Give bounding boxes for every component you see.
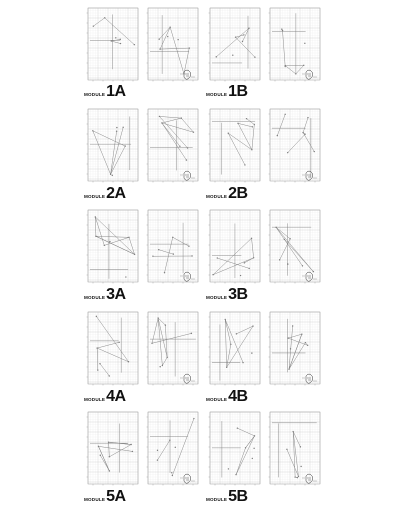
grid-lines xyxy=(148,109,198,181)
route-node xyxy=(298,476,299,477)
route-nodes xyxy=(225,319,254,368)
route-node xyxy=(99,363,100,364)
route-node xyxy=(252,126,253,127)
module-word: MODULE xyxy=(84,397,106,402)
grid-pattern-graphic xyxy=(88,8,138,80)
route-segment xyxy=(225,319,243,362)
route-node xyxy=(275,227,276,228)
route-node xyxy=(230,344,231,345)
module-id: 2A xyxy=(106,185,126,202)
route-node xyxy=(242,362,243,363)
route-lines xyxy=(90,424,132,473)
route-node xyxy=(287,152,288,153)
route-node xyxy=(97,369,98,370)
route-segment xyxy=(252,124,254,149)
route-nodes xyxy=(228,427,255,475)
grid-pattern-panel xyxy=(148,109,198,181)
grid-pattern-panel xyxy=(270,312,320,384)
route-node xyxy=(282,30,283,31)
edge-ticks xyxy=(269,13,316,82)
edge-ticks xyxy=(87,317,134,386)
grid-lines xyxy=(88,412,138,484)
grid-pattern-panel xyxy=(88,109,138,181)
edge-ticks xyxy=(147,317,194,386)
grid-pattern-graphic xyxy=(88,210,138,282)
edge-ticks xyxy=(209,417,256,486)
route-node xyxy=(304,134,305,135)
route-node xyxy=(286,449,287,450)
route-node xyxy=(242,41,243,42)
grid-pattern-panel xyxy=(88,210,138,282)
route-node xyxy=(237,427,238,428)
module-id: 5B xyxy=(228,488,248,505)
grid-pattern-graphic xyxy=(148,109,198,181)
route-node xyxy=(294,476,295,477)
route-segment xyxy=(105,18,135,45)
edge-ticks xyxy=(87,417,134,486)
grid-pattern-panel xyxy=(270,109,320,181)
route-node xyxy=(245,447,246,448)
route-node xyxy=(175,447,176,448)
route-node xyxy=(157,450,158,451)
route-segment xyxy=(277,114,285,135)
module-word: MODULE xyxy=(84,92,106,97)
edge-ticks xyxy=(269,417,316,486)
route-segment xyxy=(111,131,117,174)
edge-ticks xyxy=(269,215,316,284)
route-node xyxy=(110,174,111,175)
route-segment xyxy=(158,318,167,357)
route-node xyxy=(120,39,121,40)
route-node xyxy=(157,459,158,460)
module-id: 5A xyxy=(106,488,126,505)
route-nodes xyxy=(93,17,135,45)
route-node xyxy=(120,43,121,44)
grid-lines xyxy=(148,8,198,80)
route-node xyxy=(307,117,308,118)
route-node xyxy=(277,135,278,136)
route-node xyxy=(300,466,301,467)
route-lines xyxy=(272,319,308,373)
route-nodes xyxy=(212,238,254,277)
module-id: 3B xyxy=(228,286,248,303)
route-node xyxy=(109,470,110,471)
route-node xyxy=(212,274,213,275)
module-word: MODULE xyxy=(206,497,228,502)
grid-pattern-graphic xyxy=(148,210,198,282)
route-node xyxy=(240,275,241,276)
route-node xyxy=(243,34,244,35)
route-node xyxy=(92,130,93,131)
route-lines xyxy=(272,13,306,74)
module-id: 4B xyxy=(228,388,248,405)
route-node xyxy=(158,39,159,40)
route-node xyxy=(246,118,247,119)
module-label-3a xyxy=(84,287,126,303)
route-node xyxy=(254,124,255,125)
grid-lines xyxy=(270,312,320,384)
route-segment xyxy=(98,446,109,471)
grid-lines xyxy=(148,210,198,282)
route-node xyxy=(96,347,97,348)
grid-pattern-panel xyxy=(148,210,198,282)
route-node xyxy=(251,352,252,353)
route-node xyxy=(179,146,180,147)
module-id: 2B xyxy=(228,185,248,202)
route-lines xyxy=(272,223,313,275)
grid-pattern-graphic xyxy=(210,412,260,484)
route-nodes xyxy=(216,27,256,57)
edge-ticks xyxy=(87,215,134,284)
route-node xyxy=(193,418,194,419)
route-node xyxy=(279,259,280,260)
route-lines xyxy=(90,14,134,69)
route-node xyxy=(159,366,160,367)
grid-pattern-panel xyxy=(210,109,260,181)
route-node xyxy=(228,468,229,469)
module-label-1b xyxy=(206,84,248,100)
grid-pattern-panel xyxy=(210,412,260,484)
route-node xyxy=(134,254,135,255)
route-node xyxy=(104,17,105,18)
route-node xyxy=(281,29,282,30)
route-lines xyxy=(212,16,255,69)
edge-ticks xyxy=(147,417,194,486)
route-node xyxy=(164,272,165,273)
route-node xyxy=(116,127,117,128)
route-node xyxy=(96,316,97,317)
route-node xyxy=(95,216,96,217)
route-node xyxy=(159,48,160,49)
route-node xyxy=(288,368,289,369)
route-node xyxy=(314,151,315,152)
route-segment xyxy=(96,236,129,237)
module-label-2a xyxy=(84,186,126,202)
grid-pattern-panel xyxy=(270,412,320,484)
module-label-4b xyxy=(206,389,248,405)
route-node xyxy=(157,317,158,318)
route-node xyxy=(128,237,129,238)
route-node xyxy=(295,73,296,74)
route-segment xyxy=(160,48,189,49)
route-segment xyxy=(303,118,308,133)
module-label-5b xyxy=(206,489,248,505)
route-node xyxy=(161,122,162,123)
route-node xyxy=(109,375,110,376)
grid-lines xyxy=(210,312,260,384)
route-nodes xyxy=(96,316,130,377)
grid-pattern-graphic xyxy=(210,8,260,80)
route-node xyxy=(244,164,245,165)
route-node xyxy=(253,257,254,258)
grid-pattern-panel xyxy=(210,210,260,282)
route-node xyxy=(253,448,254,449)
module-id: 1B xyxy=(228,83,248,100)
grid-lines xyxy=(270,8,320,80)
module-word: MODULE xyxy=(206,397,228,402)
route-nodes xyxy=(228,118,255,166)
grid-pattern-graphic xyxy=(148,312,198,384)
route-segment xyxy=(111,127,124,174)
grid-pattern-graphic xyxy=(270,109,320,181)
route-node xyxy=(290,348,291,349)
module-label-4a xyxy=(84,389,126,405)
grid-pattern-graphic xyxy=(148,412,198,484)
grid-pattern-panel xyxy=(88,8,138,80)
grid-lines xyxy=(148,312,198,384)
route-node xyxy=(171,472,172,473)
route-node xyxy=(235,474,236,475)
route-segment xyxy=(225,319,226,367)
route-node xyxy=(304,43,305,44)
route-segment xyxy=(162,123,194,132)
route-node xyxy=(232,55,233,56)
route-lines xyxy=(150,223,192,274)
route-node xyxy=(173,253,174,254)
route-node xyxy=(109,241,110,242)
route-node xyxy=(151,343,152,344)
module-word: MODULE xyxy=(206,92,228,97)
route-node xyxy=(252,325,253,326)
route-node xyxy=(122,127,123,128)
route-node xyxy=(134,44,135,45)
route-node xyxy=(165,324,166,325)
module-word: MODULE xyxy=(84,194,106,199)
route-node xyxy=(300,446,301,447)
module-label-3b xyxy=(206,287,248,303)
route-node xyxy=(254,56,255,57)
grid-pattern-panel xyxy=(88,312,138,384)
grid-pattern-panel xyxy=(270,210,320,282)
grid-pattern-panel xyxy=(148,312,198,384)
module-word: MODULE xyxy=(206,194,228,199)
route-lines xyxy=(272,114,314,177)
route-node xyxy=(228,133,229,134)
edge-ticks xyxy=(209,317,256,386)
route-node xyxy=(125,276,126,277)
grid-pattern-graphic xyxy=(270,412,320,484)
route-node xyxy=(93,25,94,26)
grid-pattern-graphic xyxy=(88,412,138,484)
route-node xyxy=(193,132,194,133)
grid-pattern-graphic xyxy=(270,8,320,80)
route-node xyxy=(288,337,289,338)
route-node xyxy=(297,477,298,478)
route-node xyxy=(128,361,129,362)
route-node xyxy=(305,342,306,343)
edge-ticks xyxy=(209,114,256,183)
module-word: MODULE xyxy=(206,295,228,300)
grid-pattern-graphic xyxy=(210,210,260,282)
route-node xyxy=(181,117,182,118)
route-lines xyxy=(150,116,193,170)
route-node xyxy=(254,435,255,436)
route-node xyxy=(116,131,117,132)
route-node xyxy=(313,271,314,272)
route-node xyxy=(287,263,288,264)
route-node xyxy=(191,255,192,256)
grid-pattern-graphic xyxy=(148,8,198,80)
route-node xyxy=(251,238,252,239)
route-node xyxy=(115,37,116,38)
route-node xyxy=(188,246,189,247)
route-nodes xyxy=(151,317,192,367)
route-segment xyxy=(285,66,296,74)
edge-ticks xyxy=(87,13,134,82)
route-node xyxy=(189,47,190,48)
route-node xyxy=(187,147,188,148)
route-node xyxy=(98,446,99,447)
edge-ticks xyxy=(209,215,256,284)
route-node xyxy=(172,475,173,476)
route-node xyxy=(302,132,303,133)
route-node xyxy=(109,456,110,457)
route-node xyxy=(284,114,285,115)
route-node xyxy=(289,238,290,239)
route-node xyxy=(177,39,178,40)
route-node xyxy=(159,116,160,117)
route-node xyxy=(167,36,168,37)
module-id: 3A xyxy=(106,286,126,303)
route-node xyxy=(226,367,227,368)
grid-lines xyxy=(270,210,320,282)
route-node xyxy=(100,455,101,456)
grid-pattern-graphic xyxy=(270,312,320,384)
module-label-2b xyxy=(206,186,248,202)
route-node xyxy=(172,237,173,238)
route-lines xyxy=(150,15,189,74)
module-id: 4A xyxy=(106,388,126,405)
route-node xyxy=(301,333,302,334)
route-node xyxy=(251,149,252,150)
route-node xyxy=(112,175,113,176)
grid-pattern-panel xyxy=(88,412,138,484)
module-label-1a xyxy=(84,84,126,100)
route-node xyxy=(186,159,187,160)
route-node xyxy=(284,239,285,240)
grid-pattern-panel xyxy=(148,8,198,80)
route-node xyxy=(166,357,167,358)
route-node xyxy=(235,37,236,38)
route-node xyxy=(248,268,249,269)
grid-pattern-panel xyxy=(148,412,198,484)
route-segment xyxy=(236,37,255,57)
route-segment xyxy=(173,237,189,246)
route-segment xyxy=(159,27,170,39)
grid-pattern-panel xyxy=(210,8,260,80)
route-node xyxy=(292,431,293,432)
edge-ticks xyxy=(269,317,316,386)
route-node xyxy=(111,40,112,41)
route-segment xyxy=(158,318,165,325)
grid-pattern-graphic xyxy=(270,210,320,282)
route-nodes xyxy=(277,114,315,154)
route-node xyxy=(118,342,119,343)
route-segment xyxy=(283,31,286,67)
module-word: MODULE xyxy=(84,295,106,300)
route-node xyxy=(95,236,96,237)
route-segment xyxy=(97,348,98,370)
route-node xyxy=(248,27,249,28)
grid-pattern-graphic xyxy=(88,312,138,384)
route-nodes xyxy=(95,216,136,277)
module-label-5a xyxy=(84,489,126,505)
route-node xyxy=(124,145,125,146)
route-segment xyxy=(289,326,293,369)
route-node xyxy=(132,451,133,452)
grid-lines xyxy=(88,8,138,80)
edge-ticks xyxy=(147,114,194,183)
route-node xyxy=(302,265,303,266)
grid-pattern-graphic xyxy=(210,312,260,384)
grid-pattern-graphic xyxy=(210,109,260,181)
route-segment xyxy=(159,250,174,254)
route-node xyxy=(162,365,163,366)
route-segment xyxy=(276,227,290,238)
route-node xyxy=(236,333,237,334)
route-node xyxy=(292,325,293,326)
route-node xyxy=(104,245,105,246)
grid-pattern-graphic xyxy=(88,109,138,181)
module-word: MODULE xyxy=(84,497,106,502)
route-node xyxy=(158,249,159,250)
route-node xyxy=(216,56,217,57)
route-segment xyxy=(96,236,135,254)
route-node xyxy=(217,257,218,258)
module-id: 1A xyxy=(106,83,126,100)
route-node xyxy=(152,256,153,257)
edge-ticks xyxy=(147,13,194,82)
route-node xyxy=(284,66,285,67)
grid-lines xyxy=(210,8,260,80)
route-node xyxy=(303,65,304,66)
grid-lines xyxy=(88,312,138,384)
route-segment xyxy=(236,436,254,475)
route-segment xyxy=(213,238,251,274)
route-segment xyxy=(159,116,187,148)
grid-pattern-panel xyxy=(210,312,260,384)
route-node xyxy=(237,123,238,124)
route-node xyxy=(169,439,170,440)
route-segment xyxy=(181,118,193,132)
route-node xyxy=(225,319,226,320)
route-node xyxy=(244,262,245,263)
grid-pattern-panel xyxy=(270,8,320,80)
route-node xyxy=(169,26,170,27)
route-segment xyxy=(216,28,249,57)
route-node xyxy=(108,442,109,443)
route-node xyxy=(191,333,192,334)
route-segment xyxy=(111,41,120,43)
route-node xyxy=(252,458,253,459)
route-node xyxy=(130,444,131,445)
route-node xyxy=(307,345,308,346)
